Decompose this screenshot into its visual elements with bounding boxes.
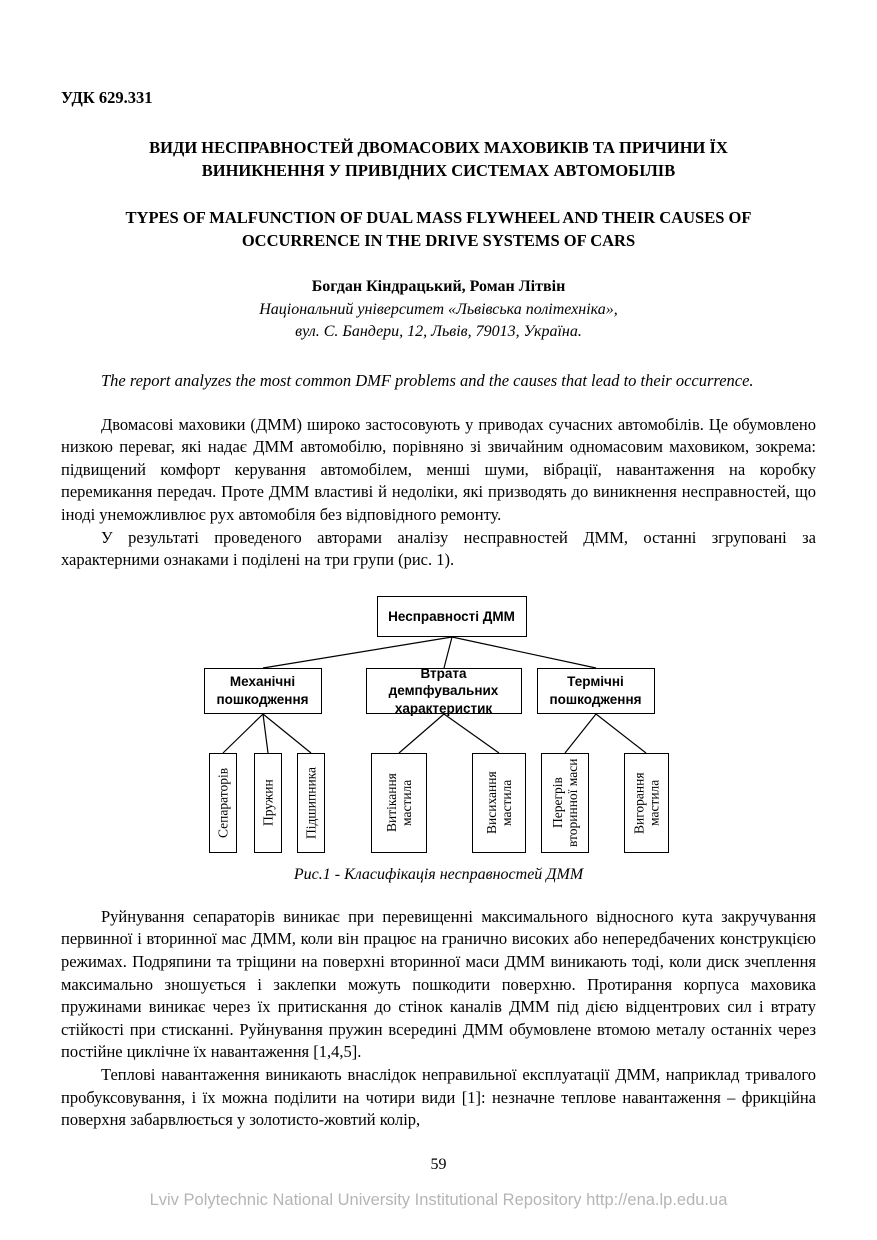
diagram-root-node: Несправності ДММ xyxy=(377,596,527,637)
diagram-group-mechanical: Механічні пошкодження xyxy=(204,668,322,714)
repository-footer: Lviv Polytechnic National University Institutional Repository http://ena.lp.edu.ua xyxy=(149,1191,728,1209)
diagram-leaf-springs: Пружин xyxy=(254,753,282,853)
diagram-leaf-oil-leakage: Витікання мастила xyxy=(371,753,427,853)
diagram-leaf-bearing: Підшипника xyxy=(297,753,325,853)
figure-1-diagram xyxy=(169,596,709,858)
paper-title-english: TYPES OF MALFUNCTION OF DUAL MASS FLYWHEEL AND THEIR CAUSES OF OCCURRENCE IN THE DRIVE SYSTEMS OF CARS xyxy=(125,208,752,251)
figure-1-caption: Рис.1 - Класифікація несправностей ДММ xyxy=(293,865,584,883)
abstract-text: The report analyzes the most common DMF problems and the causes that lead to their occurrence. xyxy=(101,370,754,390)
diagram-leaf-secondary-mass-overheat: Перегрів вторинної маси xyxy=(541,753,589,853)
authors-line: Богдан Кіндрацький, Роман Літвін xyxy=(311,278,566,296)
diagram-leaf-oil-drying: Висихання мастила xyxy=(472,753,526,853)
diagram-leaf-separators: Сепараторів xyxy=(209,753,237,853)
page-number: 59 xyxy=(430,1156,447,1173)
diagram-group-damping-loss: Втрата демпфувальних характеристик xyxy=(366,668,522,714)
paragraph-3: Руйнування сепараторів виникає при перевищенні максимального відносного кута закручування первинної і вторинної мас ДММ, коли він працює на гранично високих або непередбачених конструкцією режимах. Подряпини та тріщини на поверхні вторинної маси ДММ виникають тоді, коли диск зчеплення максимально зношується і заклепки можуть пошкодити поверхню. Протирання корпуса маховика пружинами виникає через їх притискання до стінок каналів ДММ під дією відцентрових сил і втрату стійкості при стисканні. Руйнування пружин всередині ДММ обумовлене втомою металу останніх через постійне циклічне їх навантаження [1,4,5]. xyxy=(61,906,816,1062)
paragraph-1: Двомасові маховики (ДММ) широко застосовують у приводах сучасних автомобілів. Це обумовлено низкою переваг, які надає ДММ автомобілю, порівняно зі звичайним одномасовим маховиком, зокрема: підвищений комфорт керування автомобілем, менші шуми, вібрації, навантаження на коробку перемикання передач. Проте ДММ властиві й недоліки, які призводять до виникнення несправностей, що іноді унеможливлює рух автомобіля без відповідного ремонту. xyxy=(61,414,816,525)
paper-title-ukrainian: ВИДИ НЕСПРАВНОСТЕЙ ДВОМАСОВИХ МАХОВИКІВ ТА ПРИЧИНИ ЇХ ВИНИКНЕННЯ У ПРИВІДНИХ СИСТЕМАХ АВТОМОБІЛІВ xyxy=(149,138,728,181)
affiliation-line-1: Національний університет «Львівська політехніка», xyxy=(259,301,618,319)
diagram-group-thermal: Термічні пошкодження xyxy=(537,668,655,714)
diagram-leaf-oil-burnout: Вигорання мастила xyxy=(624,753,669,853)
udc-code: УДК 629.331 xyxy=(61,88,153,107)
paragraph-2: У результаті проведеного авторами аналізу несправностей ДММ, останні згруповані за характерними ознаками і поділені на три групи (рис. 1). xyxy=(61,527,816,570)
affiliation-line-2: вул. С. Бандери, 12, Львів, 79013, Україна. xyxy=(295,322,582,340)
paragraph-4: Теплові навантаження виникають внаслідок неправильної експлуатації ДММ, наприклад тривалого пробуксовування, і їх можна поділити на чотири види [1]: незначне теплове навантаження – фрикційна поверхня забарвлюється у золотисто-жовтий колір, xyxy=(61,1064,816,1130)
